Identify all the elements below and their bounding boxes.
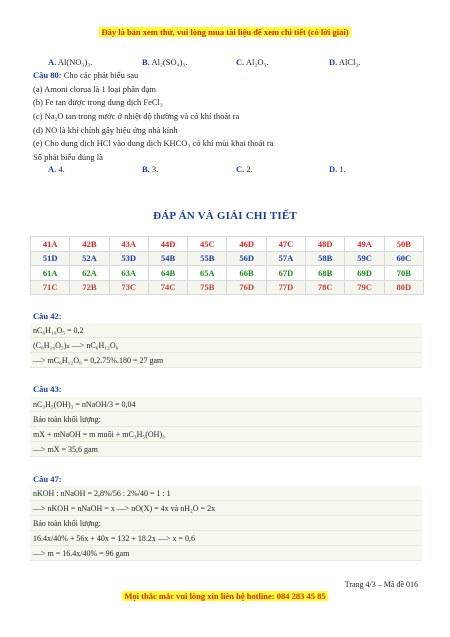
- answer-cell: 78C: [306, 280, 345, 295]
- answer-cell: 42B: [70, 237, 109, 252]
- q80-label: Câu 80:: [33, 70, 62, 80]
- answer-row: [31, 237, 424, 252]
- answer-cell: 46D: [227, 237, 266, 252]
- answer-cell: 57A: [266, 251, 305, 266]
- q80-question: Số phát biểu đúng là: [33, 152, 103, 162]
- answer-cell: 70B: [384, 266, 423, 281]
- option-letter: D.: [329, 164, 338, 174]
- answer-cell: 44D: [148, 237, 187, 252]
- answer-cell: 54B: [148, 251, 187, 266]
- solution-42-box: [30, 323, 422, 368]
- solution-47-box: [30, 486, 422, 561]
- answer-cell: 76D: [227, 280, 266, 295]
- option-letter: D.: [329, 57, 338, 67]
- header-banner-text: Đây là bản xem thử, vui lòng mua tài liệu để xem chi tiết (có lời giải): [101, 27, 349, 37]
- q80-option-b[interactable]: [142, 164, 158, 174]
- answer-cell: 72B: [70, 280, 109, 295]
- answer-cell: 45C: [188, 237, 227, 252]
- bottom-banner: [0, 591, 450, 601]
- option-text: Al₂O₃.: [245, 57, 269, 67]
- answer-cell: 63A: [109, 266, 148, 281]
- solution-line: nC₆H₁₀O₅ = 0,2: [30, 323, 422, 338]
- solution-line: nKOH : nNaOH = 2,8%/56 : 2%/40 = 1 : 1: [30, 486, 422, 501]
- answer-cell: 60C: [384, 251, 423, 266]
- answer-cell: 49A: [345, 237, 384, 252]
- q80-statement-c: (c) Na₂O tan trong nước ở nhiệt độ thường và có khí thoát ra: [33, 111, 240, 121]
- answer-cell: 59C: [345, 251, 384, 266]
- solution-line: —> m = 16.4x/40% = 96 gam: [30, 546, 422, 561]
- q80-statement-b: (b) Fe tan được trong dung dịch FeCl₃: [33, 97, 163, 107]
- solution-43-title: Câu 43:: [33, 384, 62, 394]
- q80-option-c[interactable]: [236, 164, 253, 174]
- solution-line: (C₆H₁₀O₅)ₙ —> nC₆H₁₂O₆: [30, 338, 422, 353]
- option-letter: B.: [142, 164, 150, 174]
- bottom-banner-text: Mọi thắc mắc vui lòng xin liên hệ hotline: 084 283 45 85: [124, 591, 326, 601]
- answer-cell: 73C: [109, 280, 148, 295]
- solution-line: nC₃H₅(OH)₃ = nNaOH/3 = 0,04: [30, 397, 422, 412]
- solution-line: mX + mNaOH = m muối + mC₃H₅(OH)₃: [30, 427, 422, 442]
- answer-cell: 61A: [31, 266, 70, 281]
- solution-43-box: [30, 397, 422, 457]
- solution-line: Bảo toàn khối lượng:: [30, 516, 422, 531]
- header-banner: [0, 27, 450, 37]
- answer-cell: 52A: [70, 251, 109, 266]
- answer-cell: 80D: [384, 280, 423, 295]
- page-number: Trang 4/3 – Mã đề 016: [344, 580, 418, 589]
- q79-options: [0, 57, 450, 69]
- q80-statement-e: (e) Cho dung dịch HCl vào dung dịch KHCO₃ có khí mùi khai thoát ra: [33, 138, 274, 148]
- answer-row: [31, 280, 424, 295]
- option-text: Al(NO₃)₃.: [57, 57, 93, 67]
- answer-cell: 65A: [188, 266, 227, 281]
- q79-option-d[interactable]: [329, 57, 361, 67]
- answer-cell: 77D: [266, 280, 305, 295]
- option-text: 4.: [58, 164, 65, 174]
- q79-option-c[interactable]: [236, 57, 269, 67]
- option-letter: A.: [48, 57, 57, 67]
- solution-line: —> nKOH = nNaOH = x —> nO(X) = 4x và nH₂O = 2x: [30, 501, 422, 516]
- answer-cell: 55B: [188, 251, 227, 266]
- solution-line: —> mX = 35,6 gam: [30, 442, 422, 457]
- answer-cell: 79C: [345, 280, 384, 295]
- answer-cell: 69D: [345, 266, 384, 281]
- answer-row: [31, 251, 424, 266]
- option-text: 3.: [151, 164, 159, 174]
- q80-stem: Cho các phát biểu sau: [63, 70, 139, 80]
- option-text: AlCl₃.: [338, 57, 361, 67]
- q80-statement-d: (d) NO là khí chính gây hiệu ứng nhà kính: [33, 125, 178, 135]
- answer-cell: 62A: [70, 266, 109, 281]
- answer-row: [31, 266, 424, 281]
- answer-cell: 51D: [31, 251, 70, 266]
- answer-cell: 41A: [31, 237, 70, 252]
- answer-key-table: [30, 236, 424, 295]
- solution-42-title: Câu 42:: [33, 311, 62, 321]
- answer-cell: 58B: [306, 251, 345, 266]
- q79-option-a[interactable]: [48, 57, 92, 67]
- q80-options: [0, 164, 450, 176]
- q80-option-d[interactable]: [329, 164, 346, 174]
- answer-cell: 74C: [148, 280, 187, 295]
- option-letter: A.: [48, 164, 57, 174]
- q80-statement-a: (a) Amoni clorua là 1 loại phân đạm: [33, 84, 156, 94]
- answer-cell: 67D: [266, 266, 305, 281]
- answer-cell: 47C: [266, 237, 305, 252]
- q80-heading: [33, 70, 138, 80]
- answer-cell: 68B: [306, 266, 345, 281]
- solution-line: 16.4x/40% + 56x + 40x = 132 + 18.2x —> x = 0,6: [30, 531, 422, 546]
- solution-47-title: Câu 47:: [33, 474, 62, 484]
- answer-cell: 50B: [384, 237, 423, 252]
- answer-cell: 75B: [188, 280, 227, 295]
- answer-cell: 56D: [227, 251, 266, 266]
- answer-cell: 48D: [306, 237, 345, 252]
- q80-option-a[interactable]: [48, 164, 65, 174]
- option-letter: B.: [142, 57, 150, 67]
- solution-line: Bảo toàn khối lượng:: [30, 412, 422, 427]
- q79-option-b[interactable]: [142, 57, 188, 67]
- answer-cell: 43A: [109, 237, 148, 252]
- option-text: 1.: [339, 164, 346, 174]
- answer-section-title: ĐÁP ÁN VÀ GIẢI CHI TIẾT: [153, 210, 297, 222]
- solution-line: —> mC₆H₁₂O₆ = 0,2.75%.180 = 27 gam: [30, 353, 422, 368]
- answer-cell: 66B: [227, 266, 266, 281]
- option-letter: C.: [236, 57, 245, 67]
- answer-cell: 53D: [109, 251, 148, 266]
- option-text: Al₂(SO₄)₃.: [151, 57, 188, 67]
- answer-cell: 64B: [148, 266, 187, 281]
- answer-cell: 71C: [31, 280, 70, 295]
- option-letter: C.: [236, 164, 245, 174]
- option-text: 2.: [246, 164, 253, 174]
